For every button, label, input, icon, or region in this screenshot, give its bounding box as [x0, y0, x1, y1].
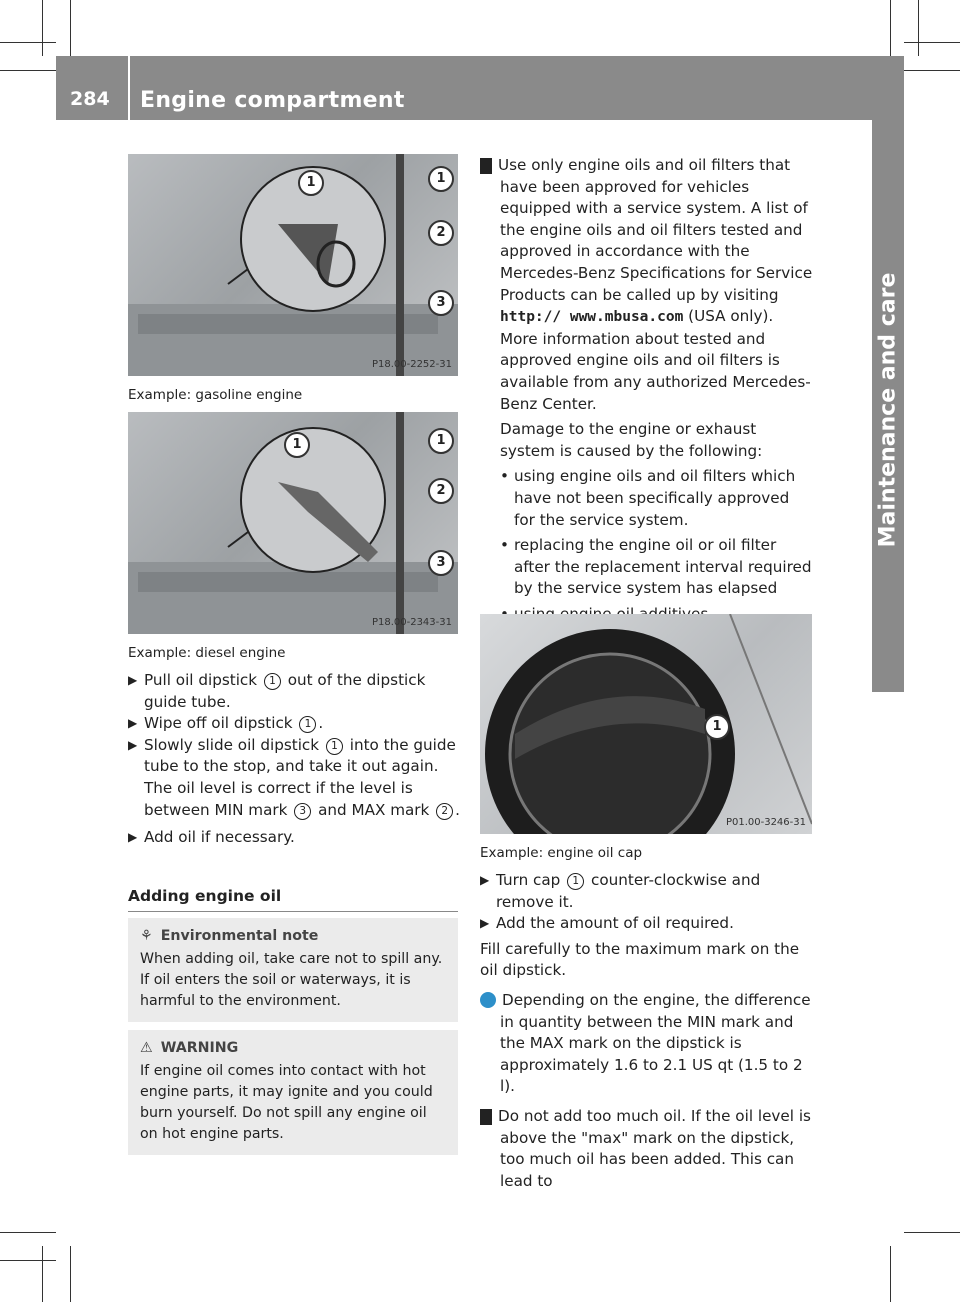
page-title: Engine compartment: [140, 88, 405, 113]
environmental-note: [128, 918, 458, 1022]
crop-mark: [890, 0, 891, 56]
ref-number: 1: [299, 716, 316, 733]
step: ▶ Wipe off oil dipstick 1 .: [128, 713, 462, 735]
info-note: i Depending on the engine, the difference in quantity between the MIN mark and the MAX mark on the dipstick is approximately 1.6 to 2.1 US qt (1.5 to 2 l).: [475, 990, 811, 1096]
mbusa-link[interactable]: http:// www.mbusa.com: [500, 309, 684, 326]
oil-cap-figure: [480, 614, 812, 834]
arrow-icon: ▶: [128, 737, 138, 752]
step: ▶ Add oil if necessary.: [128, 827, 462, 849]
step: ▶ Add the amount of oil required.: [480, 913, 814, 935]
gasoline-engine-figure: [128, 154, 458, 376]
diesel-engine-figure: [128, 412, 458, 634]
warning-text: If engine oil comes into contact with hot engine parts, it may ignite and you could burn yourself. Do not spill any engine oil on hot engine parts.: [140, 1063, 433, 1142]
damage-list: [480, 466, 814, 625]
list-item: • replacing the engine oil or oil filter after the replacement interval required by the service system has elapsed: [500, 536, 812, 598]
arrow-icon: ▶: [480, 916, 490, 931]
caution-note: ! Use only engine oils and oil filters that have been approved for vehicles equipped with a service system. A list of the engine oils and oil filters tested and approved in accordance with the Mercedes-Benz Specifications for Service Products can be called up by visiting http:// www.mbusa.com (USA only). More information about tested and approved engine oils and oil filters is available from any authorized Mercedes-Benz Center.: [473, 156, 813, 413]
exclamation-icon: !: [480, 158, 492, 174]
crop-mark: [42, 0, 43, 56]
crop-mark: [890, 1246, 891, 1302]
callout-1: 1: [704, 714, 730, 740]
figure-code: P01.00-3246-31: [725, 817, 806, 828]
exclamation-icon: !: [480, 1109, 492, 1125]
callout-1: 1: [428, 428, 454, 454]
right-steps: [473, 870, 814, 1192]
ref-number: 3: [294, 803, 311, 820]
left-steps: [128, 670, 462, 849]
crop-mark: [0, 1260, 56, 1261]
crop-mark: [70, 1246, 71, 1302]
oil-cap-illustration: [480, 614, 812, 834]
crop-mark: [904, 42, 960, 43]
right-notes: [473, 155, 814, 625]
callout-3: 3: [428, 550, 454, 576]
crop-mark: [42, 1246, 43, 1302]
caution-note: ! Do not add too much oil. If the oil level is above the "max" mark on the dipstick, too much oil has been added. This can lead to: [473, 1106, 811, 1190]
warning-box: [128, 1030, 458, 1155]
fill-text: Fill carefully to the maximum mark on the oil dipstick.: [480, 939, 800, 980]
oil-level-text: The oil level is correct if the level is between MIN mark 3 and MAX mark 2 .: [144, 778, 460, 819]
callout-2: 2: [428, 478, 454, 504]
leaf-icon: ⚘: [140, 928, 153, 944]
figure-caption: Example: diesel engine: [128, 645, 286, 661]
warning-heading: ⚠ WARNING: [140, 1040, 239, 1056]
figure-caption: Example: engine oil cap: [480, 845, 643, 861]
arrow-icon: ▶: [128, 830, 138, 845]
crop-mark: [904, 1232, 960, 1233]
figure-caption: Example: gasoline engine: [128, 387, 303, 403]
figure-code: P18.00-2343-31: [371, 617, 452, 628]
step: ▶ Slowly slide oil dipstick 1 into the guide tube to the stop, and take it out again.: [128, 735, 456, 776]
info-icon: i: [480, 992, 496, 1008]
arrow-icon: ▶: [128, 716, 138, 731]
arrow-icon: ▶: [480, 873, 490, 887]
note-text: When adding oil, take care not to spill any. If oil enters the soil or waterways, it is harmful to the environment.: [140, 951, 443, 1009]
ref-number: 1: [264, 673, 281, 690]
note-heading: ⚘ Environmental note: [140, 928, 319, 944]
crop-mark: [0, 1232, 56, 1233]
arrow-icon: ▶: [128, 673, 138, 687]
callout-3: 3: [428, 290, 454, 316]
figure-code: P18.00-2252-31: [371, 359, 452, 370]
crop-mark: [904, 70, 960, 71]
callout-1: 1: [428, 166, 454, 192]
engine-illustration: [128, 154, 458, 376]
section-heading: Adding engine oil: [128, 886, 458, 912]
crop-mark: [0, 42, 56, 43]
crop-mark: [918, 0, 919, 56]
side-section-label: Maintenance and care: [875, 272, 901, 548]
callout-1: 1: [298, 170, 324, 196]
page-number: 284: [70, 88, 110, 110]
step: ▶ Pull oil dipstick 1 out of the dipstick guide tube.: [128, 671, 426, 711]
callout-2: 2: [428, 220, 454, 246]
crop-mark: [70, 0, 71, 56]
step: ▶ Turn cap 1 counter-clockwise and remove it.: [480, 871, 761, 911]
warning-triangle-icon: ⚠: [140, 1040, 153, 1056]
list-item: • using engine oils and oil filters which have not been specifically approved for the service system.: [500, 467, 796, 529]
damage-intro: Damage to the engine or exhaust system is caused by the following:: [500, 420, 763, 460]
callout-1: 1: [284, 432, 310, 458]
ref-number: 2: [436, 803, 453, 820]
header-separator: [128, 56, 130, 120]
ref-number: 1: [567, 873, 584, 890]
crop-mark: [0, 70, 56, 71]
ref-number: 1: [326, 738, 343, 755]
